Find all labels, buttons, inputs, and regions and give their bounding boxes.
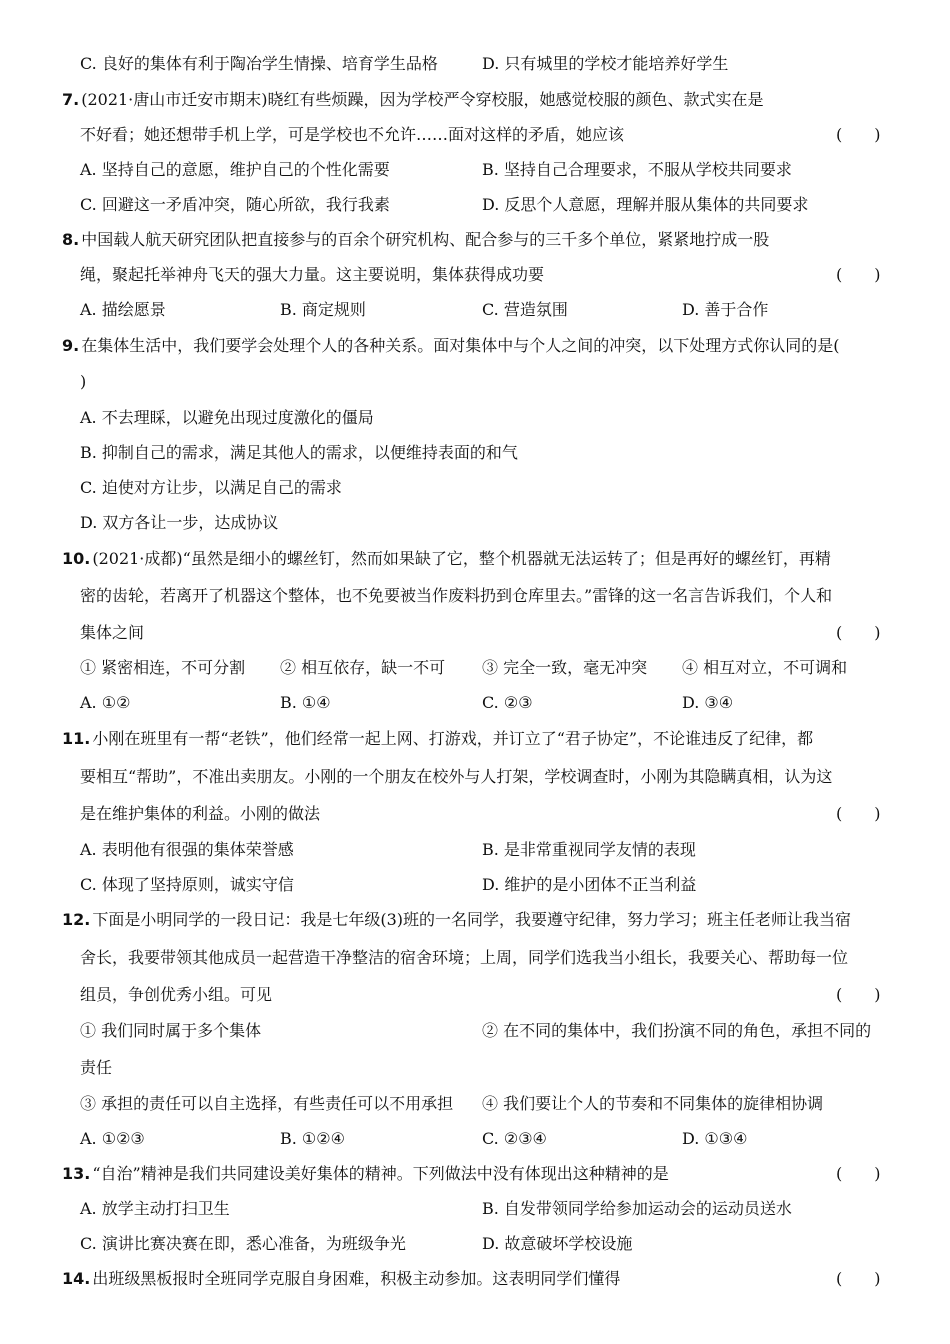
option-a: A. ①②③ [80, 1129, 145, 1148]
question-number: 14. [62, 1269, 91, 1288]
option-c: C. 回避这一矛盾冲突，随心所欲，我行我素 [80, 195, 390, 214]
question-text: (2021·成都)“虽然是细小的螺丝钉，然而如果缺了它，整个机器就无法运转了；但是再好的螺丝钉，再精 [92, 549, 831, 568]
question-text: 小刚在班里有一帮“老铁”，他们经常一起上网、打游戏，并订立了“君子协定”，不论谁违反了纪律，都 [92, 729, 814, 748]
answer-blank: ( ) [836, 985, 881, 1004]
answer-blank: ( ) [836, 125, 881, 144]
question-10 [62, 549, 831, 569]
question-text-cont: 是在维护集体的利益。小刚的做法 [80, 804, 321, 823]
statement-2: ② 相互依存，缺一不可 [280, 658, 446, 677]
option-a: A. 不去理睬，以避免出现过度激化的僵局 [80, 408, 374, 427]
answer-blank: ( ) [836, 1269, 881, 1288]
question-9 [62, 336, 839, 356]
option-b: B. ①④ [280, 693, 331, 712]
statement-1: ① 紧密相连，不可分割 [80, 658, 246, 677]
option-c: C. 良好的集体有利于陶冶学生情操、培育学生品格 [80, 54, 438, 73]
question-text-cont: 不好看；她还想带手机上学，可是学校也不允许……面对这样的矛盾，她应该 [80, 125, 625, 144]
option-c: C. 演讲比赛决赛在即，悉心准备，为班级争光 [80, 1234, 406, 1253]
option-d: D. 善于合作 [682, 300, 769, 319]
question-11 [62, 729, 813, 749]
question-text-cont: 密的齿轮，若离开了机器这个整体，也不免要被当作废料扔到仓库里去。”雷锋的这一名言告诉我们，个人和 [80, 586, 833, 605]
option-d: D. 双方各让一步，达成协议 [80, 513, 279, 532]
statement-4: ④ 我们要让个人的节奏和不同集体的旋律相协调 [482, 1094, 824, 1113]
option-d: D. 维护的是小团体不正当利益 [482, 875, 697, 894]
question-number: 9. [62, 336, 80, 355]
question-number: 8. [62, 230, 80, 249]
statement-4: ④ 相互对立，不可调和 [682, 658, 848, 677]
option-b: B. 商定规则 [280, 300, 366, 319]
question-text-cont: ) [80, 372, 87, 391]
statement-1: ① 我们同时属于多个集体 [80, 1021, 262, 1040]
option-a: A. ①② [80, 693, 131, 712]
answer-blank: ( ) [836, 1164, 881, 1183]
option-a: A. 描绘愿景 [80, 300, 166, 319]
question-13 [62, 1164, 669, 1184]
option-d: D. 反思个人意愿，理解并服从集体的共同要求 [482, 195, 809, 214]
question-text: 出班级黑板报时全班同学克服自身困难，积极主动参加。这表明同学们懂得 [92, 1269, 621, 1288]
question-text: 中国载人航天研究团队把直接参与的百余个研究机构、配合参与的三千多个单位，紧紧地拧成一股 [81, 230, 770, 249]
question-text-cont: 集体之间 [80, 623, 145, 642]
option-b: B. 是非常重视同学友情的表现 [482, 840, 696, 859]
question-text: 下面是小明同学的一段日记：我是七年级(3)班的一名同学，我要遵守纪律，努力学习；班主任老师让我当宿 [92, 910, 852, 929]
answer-blank: ( ) [836, 804, 881, 823]
option-d: D. 故意破坏学校设施 [482, 1234, 633, 1253]
question-number: 13. [62, 1164, 91, 1183]
question-number: 11. [62, 729, 91, 748]
statement-3: ③ 完全一致，毫无冲突 [482, 658, 648, 677]
question-8 [62, 230, 769, 250]
question-number: 7. [62, 90, 80, 109]
question-number: 10. [62, 549, 91, 568]
option-b: B. 抑制自己的需求，满足其他人的需求，以便维持表面的和气 [80, 443, 518, 462]
option-d: D. ③④ [682, 693, 734, 712]
option-b: B. ①②④ [280, 1129, 345, 1148]
question-7 [62, 90, 764, 110]
option-c: C. 营造氛围 [482, 300, 568, 319]
answer-blank: ( ) [836, 623, 881, 642]
question-text-cont: 要相互“帮助”，不准出卖朋友。小刚的一个朋友在校外与人打架，学校调查时，小刚为其隐瞒真相，认为这 [80, 767, 833, 786]
option-a: A. 表明他有很强的集体荣誉感 [80, 840, 294, 859]
question-text-cont: 舍长，我要带领其他成员一起营造干净整洁的宿舍环境；上周，同学们选我当小组长，我要关心、帮助每一位 [80, 948, 849, 967]
question-12 [62, 910, 851, 930]
question-text-cont: 绳，聚起托举神舟飞天的强大力量。这主要说明，集体获得成功要 [80, 265, 545, 284]
statement-3: ③ 承担的责任可以自主选择，有些责任可以不用承担 [80, 1094, 454, 1113]
question-number: 12. [62, 910, 91, 929]
statement-2-cont: 责任 [80, 1058, 113, 1077]
statement-2: ② 在不同的集体中，我们扮演不同的角色，承担不同的 [482, 1021, 872, 1040]
option-b: B. 坚持自己合理要求，不服从学校共同要求 [482, 160, 792, 179]
option-c: C. 体现了坚持原则，诚实守信 [80, 875, 294, 894]
question-text: 在集体生活中，我们要学会处理个人的各种关系。面对集体中与个人之间的冲突，以下处理方式你认同的是( [81, 336, 840, 355]
option-c: C. ②③ [482, 693, 533, 712]
question-14 [62, 1269, 620, 1289]
option-c: C. 迫使对方让步，以满足自己的需求 [80, 478, 342, 497]
option-a: A. 放学主动打扫卫生 [80, 1199, 230, 1218]
option-c: C. ②③④ [482, 1129, 547, 1148]
question-text: “自治”精神是我们共同建设美好集体的精神。下列做法中没有体现出这种精神的是 [92, 1164, 669, 1183]
option-a: A. 坚持自己的意愿，维护自己的个性化需要 [80, 160, 390, 179]
option-b: B. 自发带领同学给参加运动会的运动员送水 [482, 1199, 792, 1218]
question-text: (2021·唐山市迁安市期末)晓红有些烦躁，因为学校严令穿校服，她感觉校服的颜色、款式实在是 [81, 90, 764, 109]
question-text-cont: 组员，争创优秀小组。可见 [80, 985, 273, 1004]
option-d: D. 只有城里的学校才能培养好学生 [482, 54, 729, 73]
answer-blank: ( ) [836, 265, 881, 284]
option-d: D. ①③④ [682, 1129, 748, 1148]
